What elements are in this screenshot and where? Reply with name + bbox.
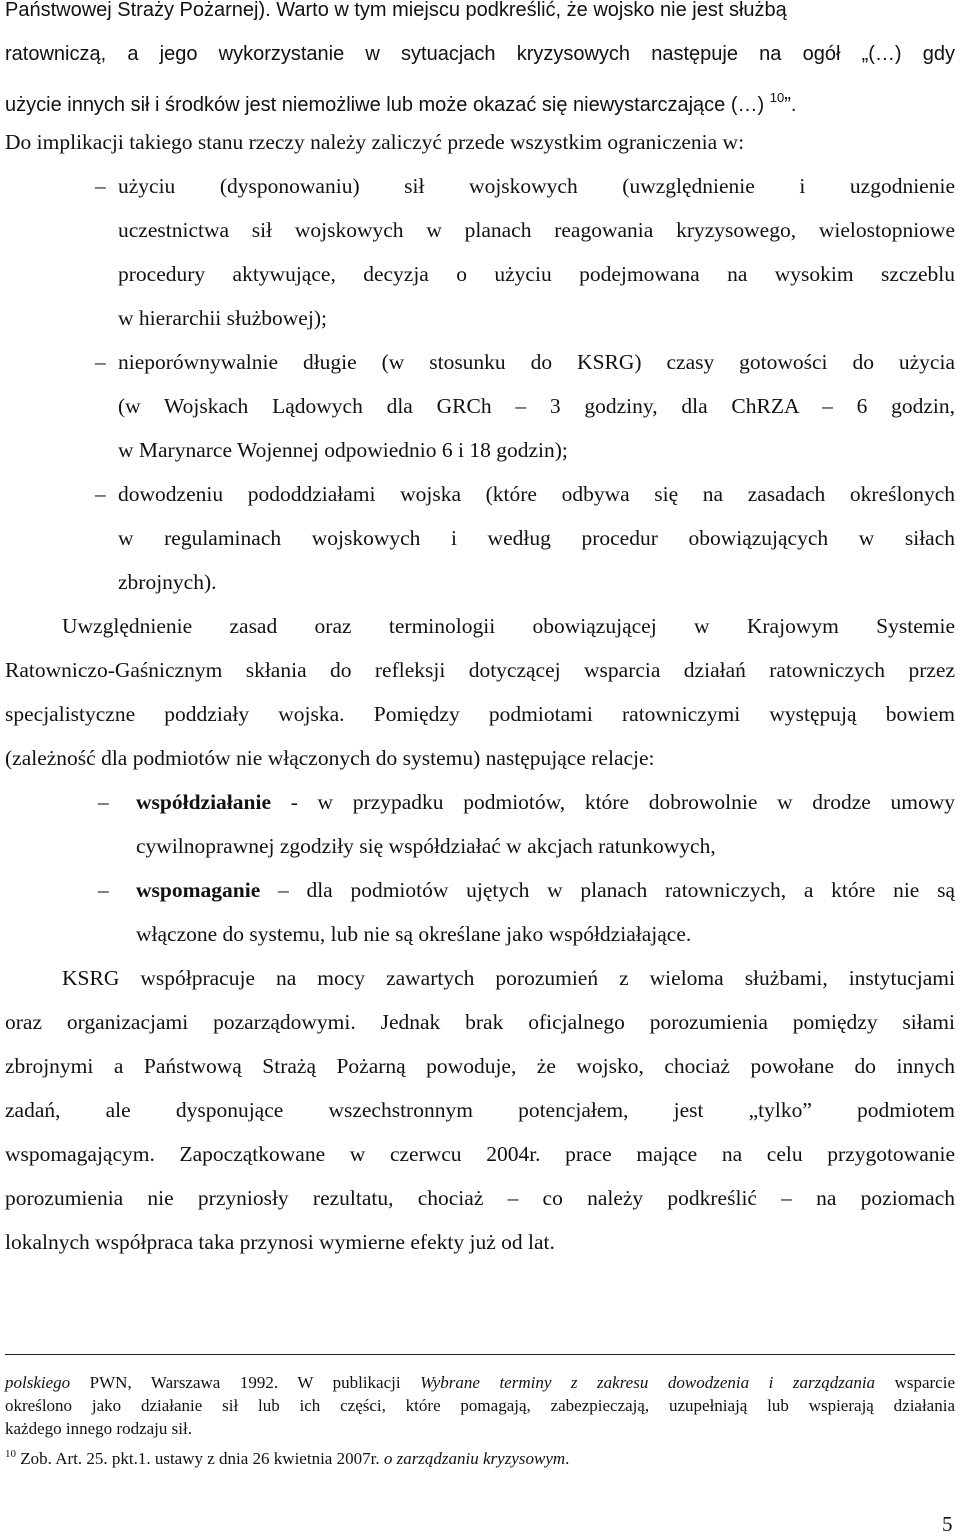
quote-close: ”. [784, 94, 797, 116]
relation-desc: – dla podmiotów ujętych w planach ratowniczych, a które nie są [260, 878, 955, 902]
footnote-italic: polskiego [5, 1373, 71, 1392]
list-dash: – [98, 878, 109, 902]
footnote-10 [5, 1443, 569, 1470]
footnote-ref: 10 [769, 90, 785, 105]
paragraph-line: specjalistyczne poddziały wojska. Pomiędzy podmiotami ratowniczymi występują bowiem [5, 702, 955, 726]
list-dash: – [95, 174, 106, 198]
relation-line: włączone do systemu, lub nie są określane jako współdziałające. [136, 922, 692, 946]
footnote-italic: o zarządzaniu kryzysowym [383, 1449, 566, 1468]
footnote-number: 10 [5, 1448, 16, 1460]
relation-term: wspomaganie [136, 878, 261, 902]
relation-line: cywilnoprawnej zgodziły się współdziałać w akcjach ratunkowych, [136, 834, 716, 858]
list-dash: – [98, 790, 109, 814]
footnote-line [5, 1372, 955, 1394]
paragraph-line: Ratowniczo-Gaśnicznym skłania do refleksji dotyczącej wsparcia działań ratowniczych przez [5, 658, 955, 682]
footnote-text: . [565, 1449, 570, 1468]
footnote-text: wsparcie [875, 1373, 955, 1392]
list-item-line: procedury aktywujące, decyzja o użyciu podejmowana na wysokim szczeblu [118, 262, 955, 286]
paragraph-line: zadań, ale dysponujące wszechstronnym potencjałem, jest „tylko” podmiotem [5, 1098, 955, 1122]
paragraph-line: porozumienia nie przyniosły rezultatu, chociaż – co należy podkreślić – na poziomach [5, 1186, 955, 1210]
footnote-italic: Wybrane terminy z zakresu dowodzenia i zarządzania [420, 1373, 876, 1392]
text-line: ratowniczą, a jego wykorzystanie w sytuacjach kryzysowych następuje na ogół „(…) gdy [5, 43, 955, 65]
footnote-text: PWN, Warszawa 1992. W publikacji [70, 1373, 421, 1392]
paragraph-line: zbrojnymi a Państwową Strażą Pożarną powoduje, że wojsko, chociaż powołane do innych [5, 1054, 955, 1078]
list-item-line: w regulaminach wojskowych i według procedur obowiązujących w siłach [118, 526, 955, 550]
relation-line [136, 876, 955, 904]
paragraph-line: Uwzględnienie zasad oraz terminologii obowiązującej w Krajowym Systemie [62, 614, 955, 638]
paragraph-line: oraz organizacjami pozarządowymi. Jednak brak oficjalnego porozumienia pomiędzy siłami [5, 1010, 955, 1034]
footnote-line: każdego innego rodzaju sił. [5, 1419, 192, 1438]
list-dash: – [95, 482, 106, 506]
text-line: Państwowej Straży Pożarnej). Warto w tym miejscu podkreślić, że wojsko nie jest służbą [5, 0, 787, 21]
list-item-line: (w Wojskach Lądowych dla GRCh – 3 godziny, dla ChRZA – 6 godzin, [118, 394, 955, 418]
quote-text: użycie innych sił i środków jest niemożliwe lub może okazać się niewystarczające (…) [5, 94, 765, 116]
list-item-line: w hierarchii służbowej); [118, 306, 327, 330]
list-dash: – [95, 350, 106, 374]
paragraph-line: lokalnych współpraca taka przynosi wymierne efekty już od lat. [5, 1230, 555, 1254]
paragraph-line: wspomagającym. Zapoczątkowane w czerwcu 2004r. prace mające na celu przygotowanie [5, 1142, 955, 1166]
paragraph-intro: Do implikacji takiego stanu rzeczy należy zaliczyć przede wszystkim ograniczenia w: [5, 130, 745, 154]
footnote-line: określono jako działanie sił lub ich części, które pomagają, zabezpieczają, uzupełniają lub wspierają działania [5, 1396, 955, 1415]
text-line-quote-end [5, 84, 796, 119]
footnote-text: Zob. Art. 25. pkt.1. ustawy z dnia 26 kwietnia 2007r. [16, 1449, 384, 1468]
list-item-line: użyciu (dysponowaniu) sił wojskowych (uwzględnienie i uzgodnienie [118, 174, 955, 198]
page-number: 5 [942, 1512, 953, 1536]
relation-term: współdziałanie [136, 790, 271, 814]
list-item-line: nieporównywalnie długie (w stosunku do KSRG) czasy gotowości do użycia [118, 350, 955, 374]
list-item-line: uczestnictwa sił wojskowych w planach reagowania kryzysowego, wielostopniowe [118, 218, 955, 242]
list-item-line: w Marynarce Wojennej odpowiednio 6 i 18 godzin); [118, 438, 568, 462]
list-item-line: dowodzeniu pododdziałami wojska (które odbywa się na zasadach określonych [118, 482, 955, 506]
paragraph-line: (zależność dla podmiotów nie włączonych do systemu) następujące relacje: [5, 746, 655, 770]
relation-line [136, 788, 955, 816]
relation-desc: - w przypadku podmiotów, które dobrowolnie w drodze umowy [271, 790, 955, 814]
list-item-line: zbrojnych). [118, 570, 217, 594]
footnote-separator [5, 1354, 955, 1355]
paragraph-line: KSRG współpracuje na mocy zawartych porozumień z wieloma służbami, instytucjami [62, 966, 955, 990]
